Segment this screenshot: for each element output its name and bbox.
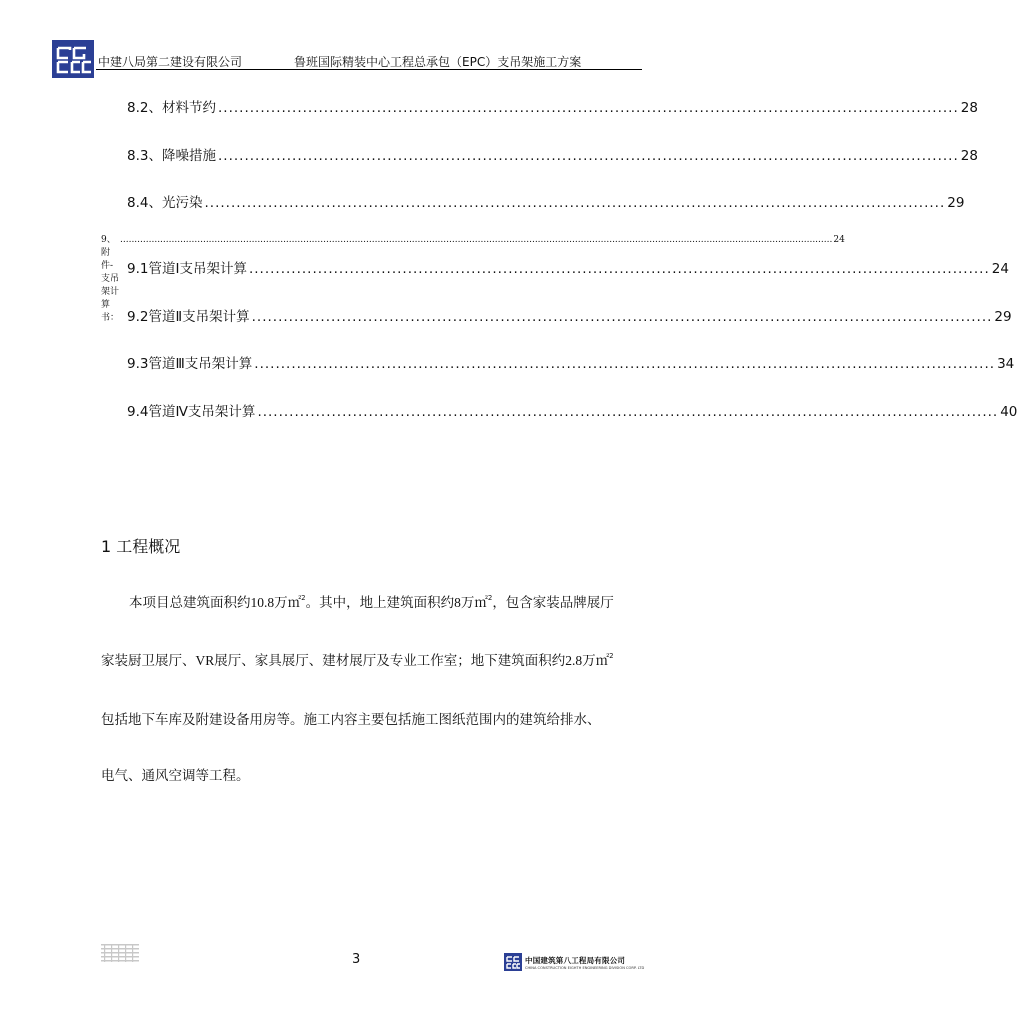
toc-label: 9.2管道Ⅱ支吊架计算 [127,309,250,325]
toc-leader-dots: ............................................................................................................................................ [204,195,946,211]
toc-label: 9.1管道Ⅰ支吊架计算 [127,261,247,277]
header-company: 中建八局第二建设有限公司 [98,55,243,69]
toc-leader-dots: ............................................................................................................................................ [217,148,959,164]
toc-leader-dots: ......................................................................................................................................................................................................................................................... [120,235,833,245]
toc-entry[interactable] [127,191,965,211]
toc-entry[interactable] [127,400,1017,420]
cscec-logo-icon [52,40,94,78]
section-heading: 1 工程概况 [101,537,181,556]
paragraph-line: 家装厨卫展厅、VR展厅、家具展厅、建材展厅及专业工作室；地下建筑面积约2.8万㎡$^2$ [101,652,614,669]
header-doc-title: 鲁班国际精装中心工程总承包（EPC）支吊架施工方案 [294,55,582,69]
toc-entry[interactable] [127,257,1009,277]
toc-entry[interactable] [127,144,978,164]
toc-label: 8.4、光污染 [127,195,203,211]
footer-stamp-icon [101,944,139,962]
toc-entry[interactable] [127,352,1015,372]
paragraph-line: 电气、通风空调等工程。 [101,768,250,784]
toc-label: 9、附件-支吊架计算书： [101,235,120,323]
footer-company-en: CHINA CONSTRUCTION EIGHTH ENGINEERING DIVISION CORP. LTD [525,966,645,970]
footer-company-cn: 中国建筑第八工程局有限公司 [525,956,626,965]
toc-leader-dots: ............................................................................................................................................ [251,309,993,325]
toc-entry[interactable] [127,96,978,116]
header-divider [96,69,642,70]
paragraph-line: 本项目总建筑面积约10.8万㎡$^2$。其中，地上建筑面积约8万㎡$^2$，包含家装品牌展厅 [129,594,614,611]
toc-page: 28 [960,148,978,164]
toc-page: 29 [947,195,965,211]
toc-leader-dots: ............................................................................................................................................ [254,356,996,372]
toc-page: 24 [991,261,1009,277]
toc-entry[interactable] [127,305,1012,325]
toc-label: 8.2、材料节约 [127,100,216,116]
toc-leader-dots: ............................................................................................................................................ [248,261,990,277]
toc-page: 40 [1000,404,1017,420]
paragraph-line: 包括地下车库及附建设备用房等。施工内容主要包括施工图纸范围内的建筑给排水、 [101,712,601,728]
toc-page: 34 [997,356,1015,372]
toc-page: 28 [960,100,978,116]
toc-page: 24 [833,235,845,245]
toc-page: 29 [994,309,1012,325]
toc-leader-dots: ............................................................................................................................................ [257,404,999,420]
page-number: 3 [352,952,361,967]
toc-label: 8.3、降噪措施 [127,148,216,164]
toc-label: 9.3管道Ⅲ支吊架计算 [127,356,253,372]
toc-label: 9.4管道Ⅳ支吊架计算 [127,404,256,420]
toc-leader-dots: ............................................................................................................................................ [217,100,959,116]
page-header [52,40,642,78]
cscec-footer-logo-icon [504,953,522,971]
